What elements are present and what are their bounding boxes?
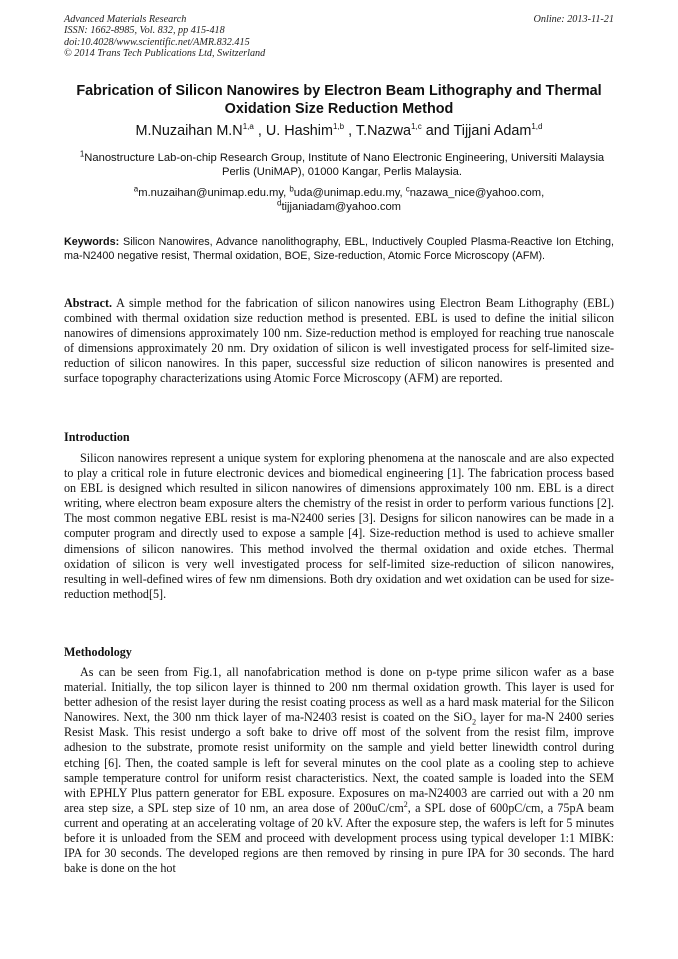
methodology-text-part: , a SPL dose of 600pC/cm, a 75pA beam current and operating at an accelerating voltage of 20 kV. After the exposure step, the wafers is left for 5 minutes before it is unloaded from the SEM and proceed with development process using typical developer 1:1 MIBK: IPA for 30 seconds. The developed regions are then removed by rinsing in pure IPA for 30 seconds. The hard bake is done on the hot bbox=[64, 800, 614, 876]
abstract-text: A simple method for the fabrication of silicon nanowires using Electron Beam Lithography (EBL) combined with thermal oxidation size reduction method is presented. EBL is used to define the initial silicon nanowires of dimensions approximately 100 nm. Size-reduction method is employed for reaching true nanoscale of dimensions approximately 20 nm. Dry oxidation of silicon is well investigated process for self-limited size-reduction of silicon nanowires. In this paper, successful size reduction of silicon nanowires is presented and surface topography characterizations using Atomic Force Microscopy (AFM) are reported. bbox=[64, 296, 614, 386]
methodology-paragraph bbox=[64, 665, 614, 876]
introduction-heading: Introduction bbox=[64, 430, 130, 444]
journal-issn: ISSN: 1662-8985, Vol. 832, pp 415-418 bbox=[64, 25, 225, 37]
online-date: Online: 2013-11-21 bbox=[533, 14, 614, 25]
author-separator: , bbox=[253, 123, 266, 139]
email-link[interactable]: uda@unimap.edu.my bbox=[293, 187, 400, 199]
abstract-label: Abstract. bbox=[64, 296, 113, 310]
affiliation-text: Nanostructure Lab-on-chip Research Group, Institute of Nano Electronic Engineering, Universiti Malaysia Perlis (UniMAP), 01000 Kangar, Perlis Malaysia. bbox=[84, 152, 605, 179]
email-list bbox=[64, 186, 614, 214]
email-mark: c bbox=[405, 184, 410, 194]
keywords-text: Silicon Nanowires, Advance nanolithography, EBL, Inductively Coupled Plasma-Reactive Ion Etching, ma-N2400 negative resist, Thermal oxidation, BOE, Size-reduction, Atomic Force Microscopy (AFM). bbox=[64, 236, 614, 262]
email-separator: , bbox=[399, 187, 406, 199]
journal-name: Advanced Materials Research bbox=[64, 14, 187, 25]
email-link[interactable]: nazawa_nice@yahoo.com bbox=[409, 187, 542, 199]
journal-header bbox=[64, 14, 265, 60]
author-name: Tijjani Adam bbox=[453, 123, 532, 139]
introduction-paragraph: Silicon nanowires represent a unique system for exploring phenomena at the nanoscale and are also expected to play a critical role in future electronic devices and biomedical engineering [1]. The fabrication process based on EBL is designed which resulted in silicon nanowires of dimensions approximately 100 nm. EBL is a direct writing, where electron beam exposure alters the chemistry of the resist in order to perform various functions [2]. The most common negative EBL resist is ma-N2400 series [3]. Designs for silicon nanowires can be made in a computer program and directly used to expose a sample [4]. Size-reduction method is used to achieve smaller dimensions of silicon nanowires. This method involved the thermal oxidation and oxide etches. Thermal oxidation of silicon is very well investigated process for self-limited size-reduction of silicon nanowires, resulting in well-defined wires of few nm dimensions. Both dry oxidation and wet oxidation can be used for size-reduction method[5]. bbox=[64, 451, 614, 601]
author-affil-mark: 1,b bbox=[333, 122, 345, 132]
methodology-text-part: layer for ma-N 2400 series Resist Mask. This resist undergo a soft bake to drive off most of the solvent from the resist film, improve adhesion to the substrate, promote resist uniformity on the sample and yield better linewidth control during etching [6]. Then, the coated sample is left for several minutes on the cool plate as a cooling step to achieve sample temperature control for uniform resist characteristics. Next, the coated sample is loaded into the SEM with EPHLY Plus pattern generator for EBL exposure. Exposures on ma-N24003 are carried out with a 20 nm area step size, a SPL step size of 10 nm, an area dose of 200uC/cm bbox=[64, 710, 614, 815]
email-mark: b bbox=[289, 184, 294, 194]
journal-copyright: © 2014 Trans Tech Publications Ltd, Switzerland bbox=[64, 48, 266, 60]
author-affil-mark: 1,d bbox=[531, 122, 543, 132]
abstract-block bbox=[64, 296, 614, 387]
superscript: 2 bbox=[403, 799, 408, 809]
affiliation-mark: 1 bbox=[79, 149, 85, 159]
author-separator: and bbox=[421, 123, 454, 139]
paper-title: Fabrication of Silicon Nanowires by Electron Beam Lithography and Thermal Oxidation Size Reduction Method bbox=[76, 83, 602, 117]
email-link[interactable]: tijjaniadam@yahoo.com bbox=[281, 201, 401, 214]
email-separator: , bbox=[283, 187, 290, 199]
email-mark: d bbox=[276, 198, 282, 208]
keywords-label: Keywords: bbox=[64, 236, 120, 248]
email-mark: a bbox=[133, 184, 139, 194]
author-name: M.Nuzaihan M.N bbox=[135, 123, 243, 139]
email-link[interactable]: m.nuzaihan@unimap.edu.my bbox=[138, 187, 284, 199]
email-separator: , bbox=[541, 187, 545, 199]
methodology-heading: Methodology bbox=[64, 645, 132, 659]
author-name: U. Hashim bbox=[265, 123, 333, 139]
affiliation bbox=[70, 151, 614, 179]
methodology-text-part: As can be seen from Fig.1, all nanofabrication method is done on p-type prime silicon wafer as a base material. Initially, the top silicon layer is thinned to 200 nm thermal oxidation growth. This layer is used for better adhesion of the resist layer during the resist coating process as well as a hard mask material for the Silicon Nanowires. Next, the 300 nm thick layer of ma-N2403 resist is coated on the SiO bbox=[64, 665, 614, 725]
keywords-block bbox=[64, 236, 614, 263]
author-list bbox=[64, 122, 614, 140]
subscript: 2 bbox=[472, 717, 477, 727]
author-affil-mark: 1,a bbox=[242, 122, 254, 132]
author-separator: , bbox=[344, 123, 356, 139]
author-name: T.Nazwa bbox=[355, 123, 412, 139]
author-affil-mark: 1,c bbox=[411, 122, 422, 132]
journal-doi: doi:10.4028/www.scientific.net/AMR.832.415 bbox=[64, 36, 250, 48]
